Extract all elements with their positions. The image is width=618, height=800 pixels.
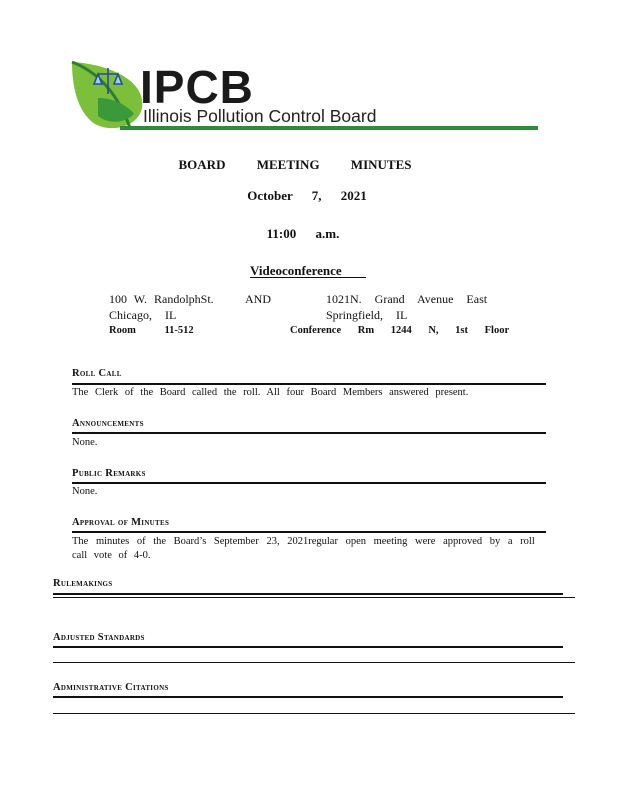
- document-title: BOARD MEETING MINUTES: [178, 157, 412, 172]
- section-rule: [53, 593, 563, 595]
- section-rule-thin: [53, 662, 575, 663]
- leaf-logo-icon: [68, 58, 150, 134]
- springfield-room: Conference Rm 1244 N, 1st Floor: [290, 325, 510, 336]
- logo-title: IPCB: [140, 61, 254, 113]
- section-rule: [53, 646, 563, 648]
- section-heading-public-remarks: Public Remarks: [72, 468, 146, 479]
- section-rule: [72, 383, 546, 385]
- section-rule-thin: [53, 713, 575, 714]
- chicago-room: Room 11-512: [109, 325, 194, 336]
- logo-subtitle: Illinois Pollution Control Board: [143, 106, 377, 126]
- section-rule-thin: [53, 597, 575, 598]
- chicago-address: 100 W. RandolphSt.: [109, 292, 214, 306]
- section-body-public-remarks: None.: [72, 486, 98, 497]
- address-and: AND: [245, 292, 271, 306]
- chicago-city: Chicago, IL: [109, 308, 177, 322]
- section-rule: [72, 432, 546, 434]
- section-heading-roll-call: Roll Call: [72, 368, 122, 379]
- section-rule: [72, 531, 546, 533]
- section-body-approval-line1: The minutes of the Board’s September 23, 2021regular open meeting were approved by a roll: [72, 536, 535, 547]
- springfield-address: 1021N. Grand Avenue East: [326, 292, 488, 306]
- logo-underline: [120, 126, 538, 130]
- section-heading-rulemakings: Rulemakings: [53, 578, 113, 589]
- section-heading-approval-minutes: Approval of Minutes: [72, 517, 170, 528]
- section-heading-adjusted-standards: Adjusted Standards: [53, 632, 145, 643]
- section-rule: [72, 482, 546, 484]
- section-rule: [53, 696, 563, 698]
- meeting-venue: Videoconference: [250, 263, 342, 278]
- section-body-announcements: None.: [72, 437, 98, 448]
- meeting-time: 11:00 a.m.: [266, 226, 340, 241]
- springfield-city: Springfield, IL: [326, 308, 408, 322]
- section-heading-administrative-citations: Administrative Citations: [53, 682, 169, 693]
- section-body-roll-call: The Clerk of the Board called the roll. All four Board Members answered present.: [72, 387, 469, 398]
- section-heading-announcements: Announcements: [72, 418, 144, 429]
- meeting-date: October 7, 2021: [247, 188, 367, 203]
- section-body-approval-line2: call vote of 4-0.: [72, 550, 151, 561]
- venue-underline: [250, 277, 366, 278]
